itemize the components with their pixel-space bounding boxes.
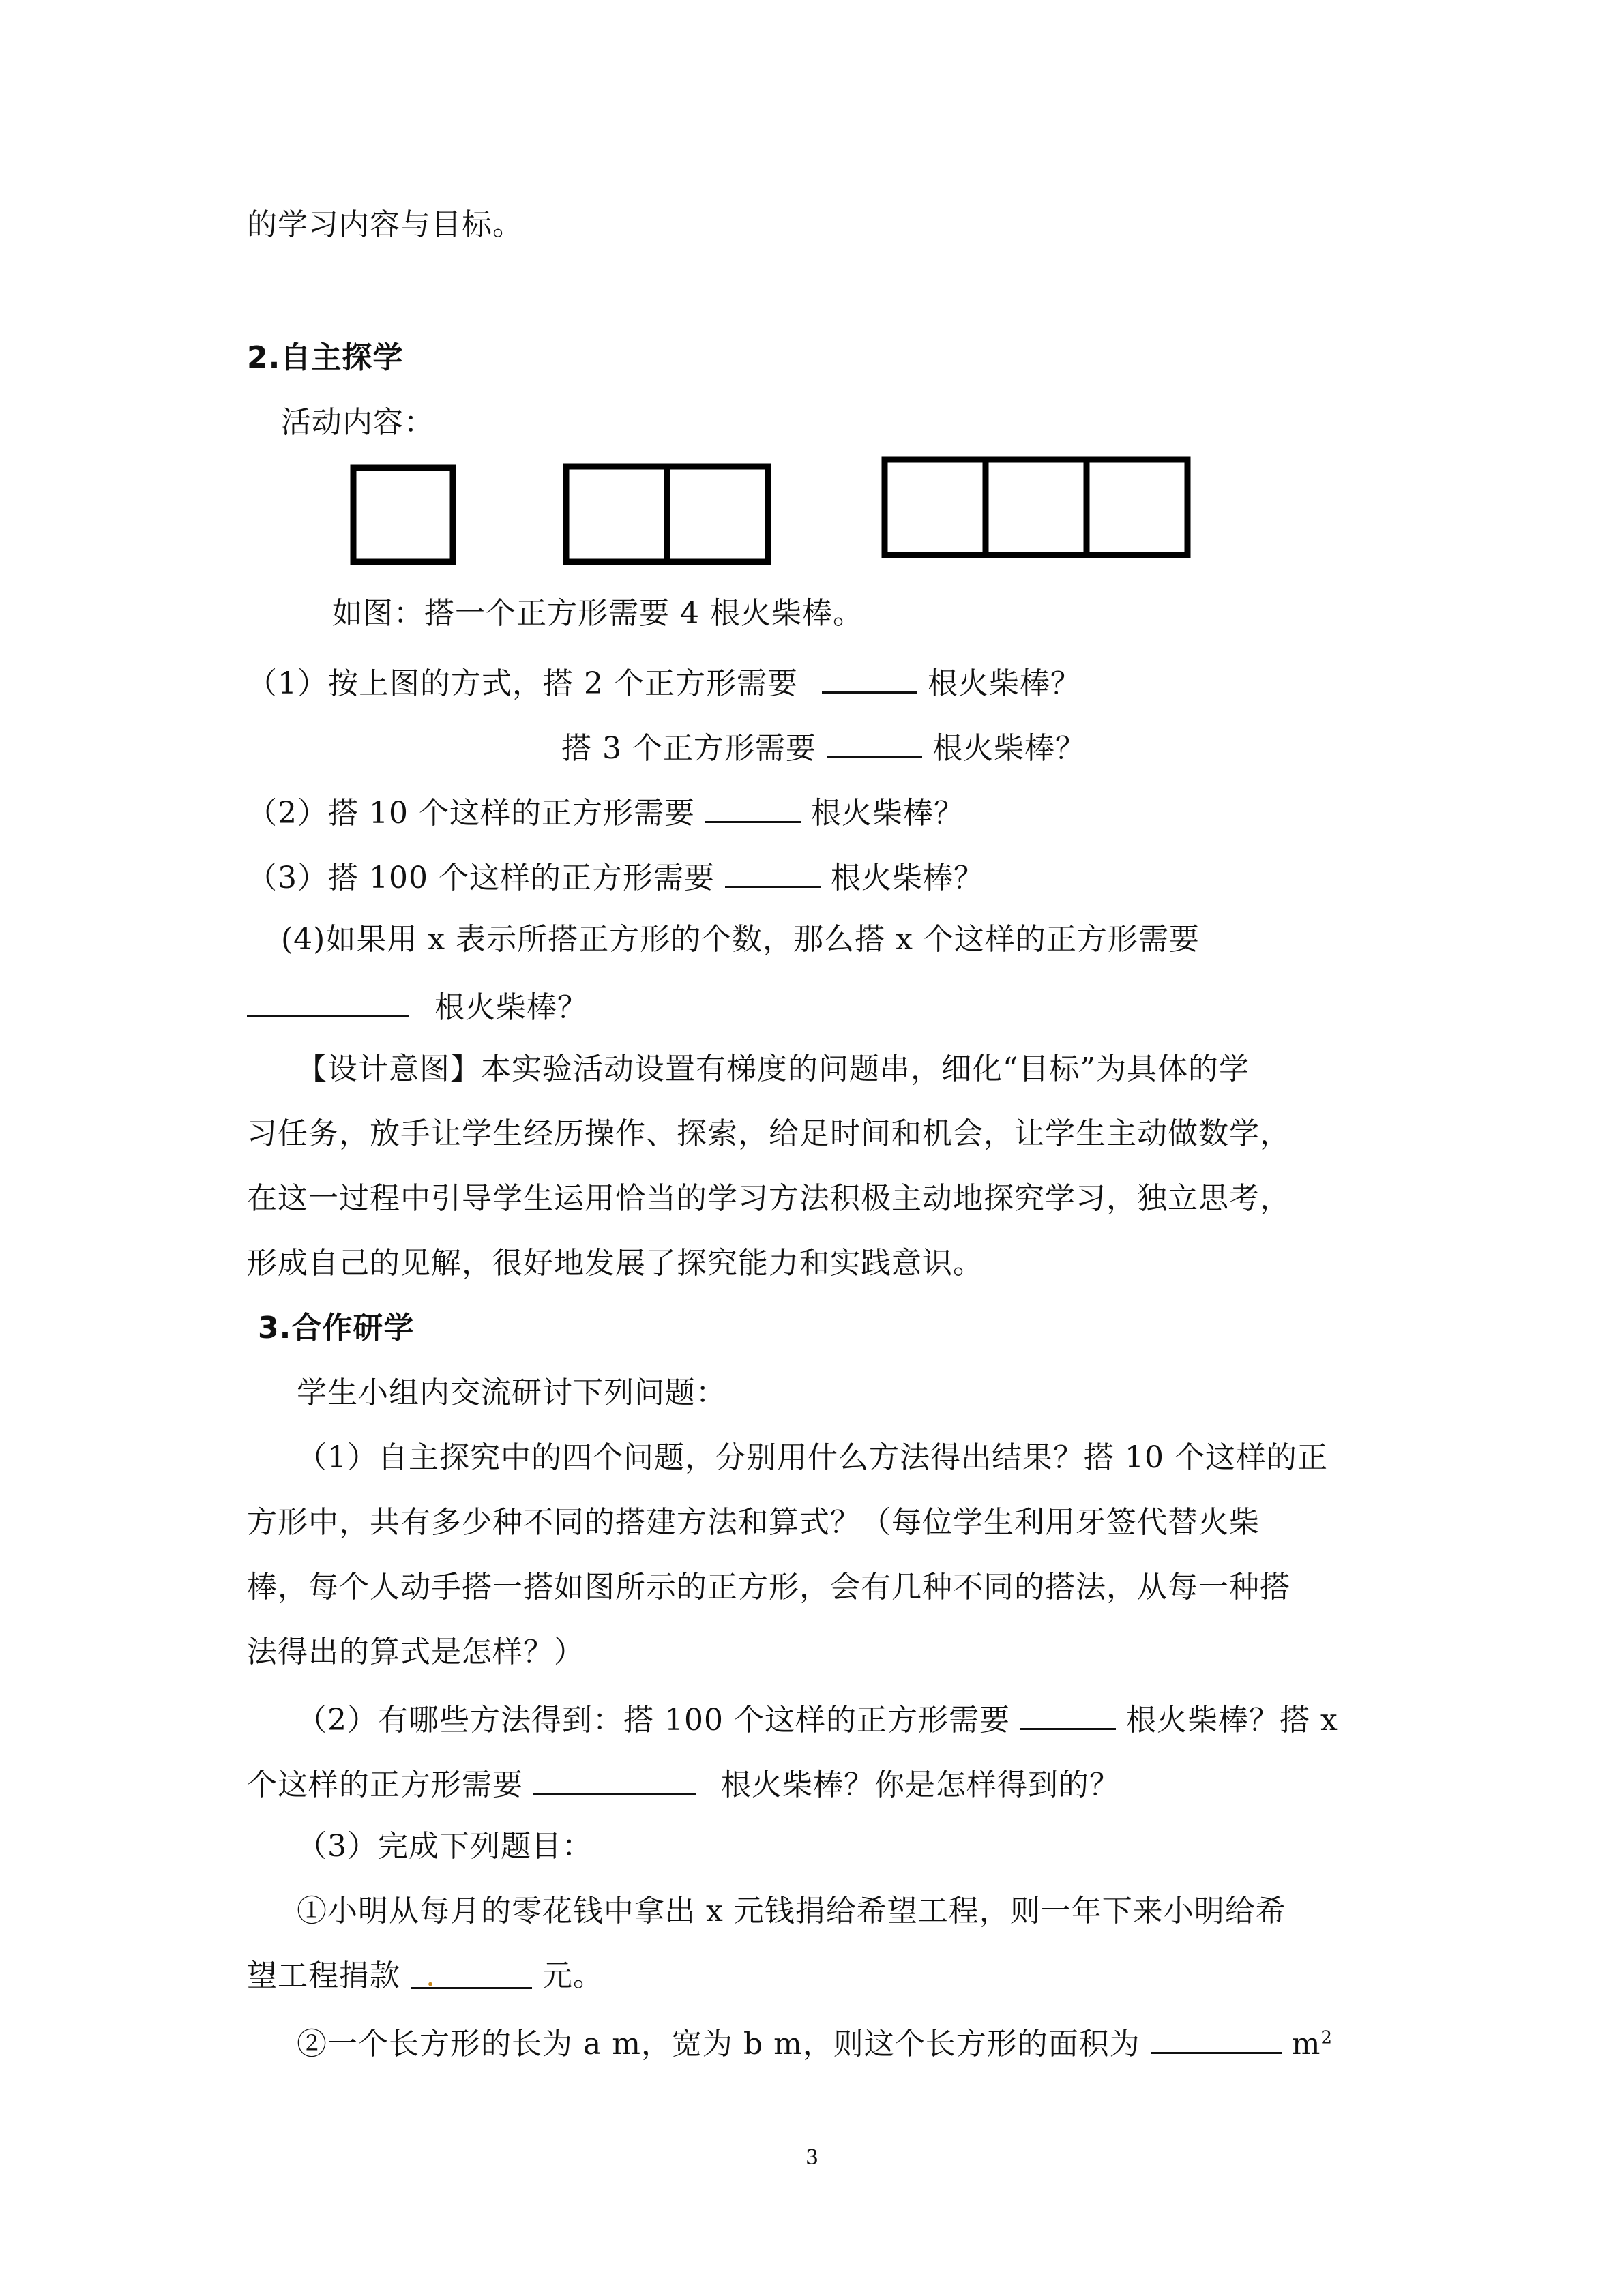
- exercise-1-suffix: 元。: [542, 1958, 604, 1993]
- one-square: [353, 468, 453, 562]
- three-squares-right: [1087, 460, 1187, 555]
- answer-blank-4[interactable]: [247, 984, 409, 1017]
- cooperative-question-1-line-4: 法得出的算式是怎样？）: [247, 1635, 585, 1669]
- answer-blank-1a[interactable]: [822, 660, 917, 694]
- cooperative-question-2-line-1: [297, 1697, 1338, 1741]
- two-squares-right: [667, 466, 768, 562]
- question-1a: [247, 660, 1081, 704]
- answer-blank-c2b[interactable]: [533, 1761, 696, 1795]
- question-1a-text: （1）按上图的方式，搭 2 个正方形需要: [247, 666, 798, 701]
- design-intent-line-3: 在这一过程中引导学生运用恰当的学习方法积极主动地探究学习，独立思考，: [247, 1181, 1290, 1216]
- question-3-text: （3）搭 100 个这样的正方形需要: [247, 861, 715, 895]
- two-squares-left: [566, 466, 667, 562]
- matchstick-squares-figure: [0, 0, 1624, 614]
- question-1b-suffix: 根火柴棒？: [932, 731, 1086, 766]
- page-number: 3: [805, 2146, 819, 2170]
- cooperative-question-2-line-2-text: 个这样的正方形需要: [247, 1768, 523, 1802]
- question-2-suffix: 根火柴棒？: [810, 796, 964, 831]
- exercise-1-line-1: ①小明从每月的零花钱中拿出 x 元钱捐给希望工程，则一年下来小明给希: [297, 1894, 1286, 1928]
- answer-blank-e1[interactable]: [411, 1956, 532, 1993]
- question-1b: [561, 725, 1086, 769]
- design-intent-line-2: 习任务，放手让学生经历操作、探索，给足时间和机会，让学生主动做数学，: [247, 1116, 1290, 1151]
- question-4-line-1: (4)如果用 x 表示所搭正方形的个数，那么搭 x 个这样的正方形需要: [281, 922, 1200, 957]
- question-4-suffix: 根火柴棒？: [434, 990, 588, 1025]
- design-intent-line-1: 【设计意图】本实验活动设置有梯度的问题串，细化“目标”为具体的学: [297, 1052, 1250, 1086]
- question-2-text: （2）搭 10 个这样的正方形需要: [247, 796, 695, 831]
- exercise-1-dot: .: [426, 1958, 436, 1993]
- activity-label: 活动内容：: [281, 405, 434, 440]
- exercise-2-exponent: 2: [1320, 2027, 1333, 2048]
- cooperative-question-2-text: （2）有哪些方法得到：搭 100 个这样的正方形需要: [297, 1703, 1010, 1738]
- design-intent-line-4: 形成自己的见解，很好地发展了探究能力和实践意识。: [247, 1246, 984, 1281]
- cooperative-question-2-suffix: 根火柴棒？搭 x: [1125, 1703, 1338, 1738]
- question-1a-suffix: 根火柴棒？: [927, 666, 1081, 701]
- cooperative-question-1-line-3: 棒，每个人动手搭一搭如图所示的正方形，会有几种不同的搭法，从每一种搭: [247, 1570, 1290, 1605]
- exercise-1-line-2-text: 望工程捐款: [247, 1958, 400, 1993]
- section-3-intro: 学生小组内交流研讨下列问题：: [297, 1375, 726, 1410]
- question-3: [247, 854, 984, 899]
- answer-blank-e2[interactable]: [1151, 2021, 1282, 2054]
- question-2: [247, 790, 964, 834]
- cooperative-question-3: （3）完成下列题目：: [297, 1829, 593, 1864]
- exercise-2: [297, 2021, 1333, 2065]
- three-squares-middle: [986, 460, 1087, 555]
- section-2-heading: 2.自主探学: [247, 340, 404, 375]
- exercise-1-line-2: [247, 1956, 604, 1997]
- answer-blank-2[interactable]: [705, 790, 801, 823]
- question-4-line-2: [247, 984, 588, 1028]
- figure-caption: 如图：搭一个正方形需要 4 根火柴棒。: [332, 596, 863, 631]
- cooperative-question-2-line-2: [247, 1761, 1120, 1806]
- cooperative-question-2-line-2-suffix: 根火柴棒？你是怎样得到的？: [721, 1768, 1120, 1802]
- cooperative-question-1-line-2: 方形中，共有多少种不同的搭建方法和算式？（每位学生利用牙签代替火柴: [247, 1505, 1260, 1540]
- answer-blank-1b[interactable]: [827, 725, 922, 758]
- cooperative-question-1-line-1: （1）自主探究中的四个问题，分别用什么方法得出结果？搭 10 个这样的正: [297, 1440, 1328, 1475]
- answer-blank-c2a[interactable]: [1020, 1697, 1116, 1730]
- exercise-2-unit: m: [1291, 2027, 1321, 2061]
- answer-blank-3[interactable]: [725, 854, 821, 888]
- question-1b-text: 搭 3 个正方形需要: [561, 731, 816, 766]
- three-squares-left: [885, 460, 986, 555]
- intro-tail-text: 的学习内容与目标。: [247, 207, 523, 242]
- question-3-suffix: 根火柴棒？: [830, 861, 984, 895]
- section-3-heading: 3.合作研学: [258, 1311, 415, 1345]
- exercise-2-text: ②一个长方形的长为 a m，宽为 b m，则这个长方形的面积为: [297, 2027, 1140, 2061]
